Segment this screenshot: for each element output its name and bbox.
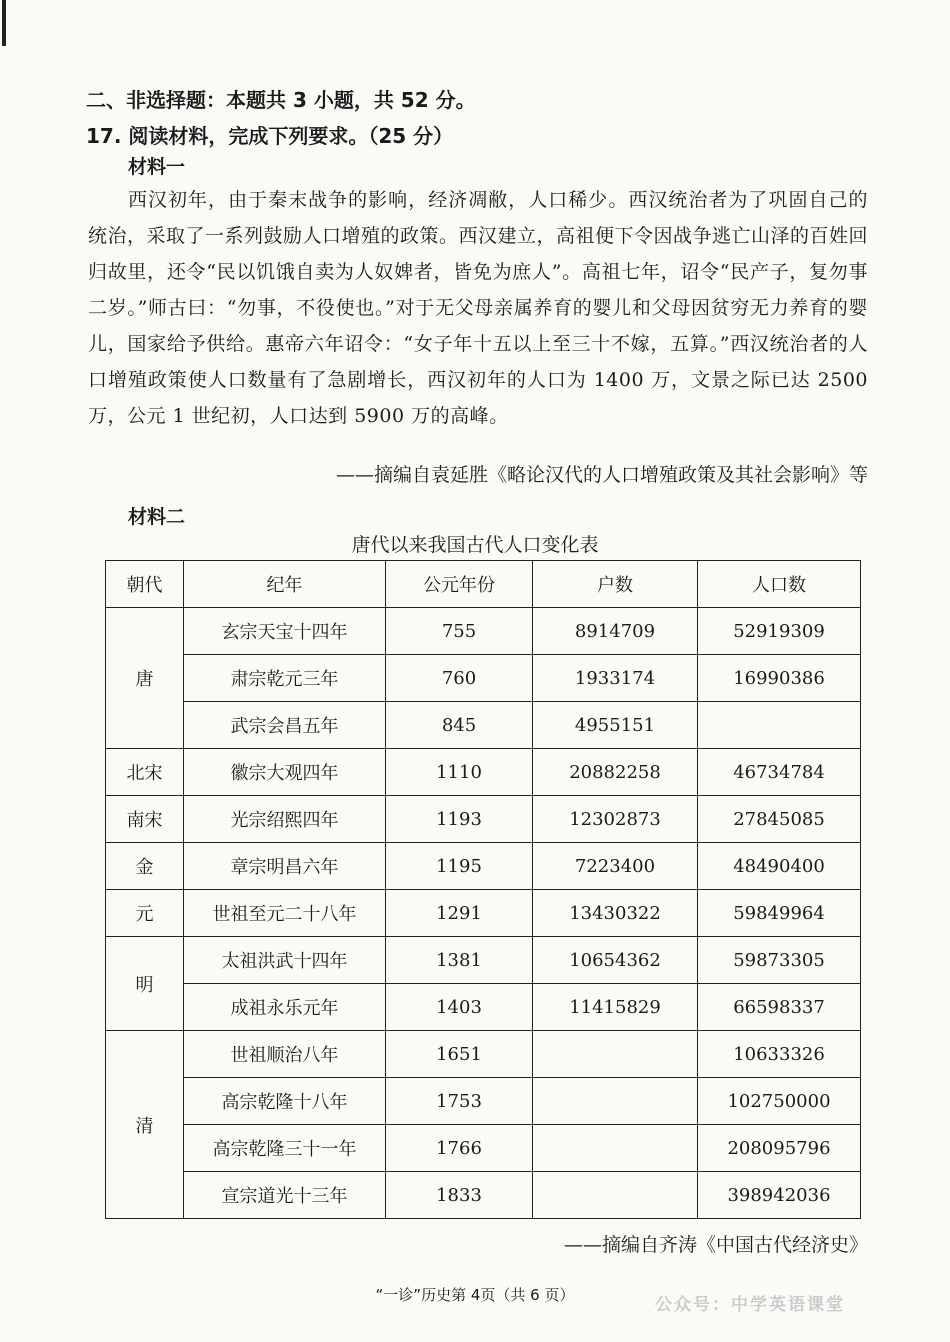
era-cell: 玄宗天宝十四年 [184, 608, 386, 655]
header-era: 纪年 [184, 561, 386, 608]
era-cell: 高宗乾隆十八年 [184, 1078, 386, 1125]
header-population: 人口数 [698, 561, 861, 608]
households-cell: 11415829 [533, 984, 698, 1031]
households-cell: 12302873 [533, 796, 698, 843]
year-cell: 1195 [386, 843, 533, 890]
year-cell: 1753 [386, 1078, 533, 1125]
year-cell: 1403 [386, 984, 533, 1031]
year-cell: 1381 [386, 937, 533, 984]
table-header-row [106, 561, 861, 608]
section-title: 二、非选择题：本题共 3 小题，共 52 分。 [86, 88, 476, 112]
year-cell: 760 [386, 655, 533, 702]
households-cell [533, 1078, 698, 1125]
population-cell: 52919309 [698, 608, 861, 655]
table-row [106, 1078, 861, 1125]
table-row [106, 1031, 861, 1078]
page-footer: “一诊”历史第 4页（共 6 页） [375, 1286, 575, 1304]
era-cell: 章宗明昌六年 [184, 843, 386, 890]
dynasty-cell: 唐 [106, 608, 184, 749]
population-cell: 27845085 [698, 796, 861, 843]
population-cell: 66598337 [698, 984, 861, 1031]
era-cell: 世祖至元二十八年 [184, 890, 386, 937]
material1-paragraph: 西汉初年，由于秦末战争的影响，经济凋敝，人口稀少。西汉统治者为了巩固自己的统治，采取了一系列鼓励人口增殖的政策。西汉建立，高祖便下令因战争逃亡山泽的百姓回归故里，还令“民以饥饿自卖为人奴婢者，皆免为庶人”。高祖七年，诏令“民产子，复勿事二岁。”师古曰：“勿事，不役使也。”对于无父母亲属养育的婴儿和父母因贫穷无力养育的婴儿，国家给予供给。惠帝六年诏令：“女子年十五以上至三十不嫁，五算。”西汉统治者的人口增殖政策使人口数量有了急剧增长，西汉初年的人口为 1400 万，文景之际已达 2500 万，公元 1 世纪初，人口达到 5900 万的高峰。 [88, 189, 869, 427]
population-cell: 46734784 [698, 749, 861, 796]
dynasty-cell: 明 [106, 937, 184, 1031]
households-cell: 20882258 [533, 749, 698, 796]
year-cell: 755 [386, 608, 533, 655]
population-cell: 59873305 [698, 937, 861, 984]
era-cell: 徽宗大观四年 [184, 749, 386, 796]
table-row [106, 749, 861, 796]
population-cell [698, 702, 861, 749]
households-cell [533, 1125, 698, 1172]
table-row [106, 796, 861, 843]
question-heading: 17. 阅读材料，完成下列要求。（25 分） [86, 124, 454, 148]
population-table [105, 560, 861, 1219]
year-cell: 845 [386, 702, 533, 749]
era-cell: 武宗会昌五年 [184, 702, 386, 749]
table-title: 唐代以来我国古代人口变化表 [351, 534, 599, 556]
material1-label: 材料一 [128, 156, 186, 178]
year-cell: 1193 [386, 796, 533, 843]
population-cell: 48490400 [698, 843, 861, 890]
table-row [106, 843, 861, 890]
watermark: 公众号：中学英语课堂 [655, 1295, 845, 1315]
era-cell: 高宗乾隆三十一年 [184, 1125, 386, 1172]
era-cell: 成祖永乐元年 [184, 984, 386, 1031]
year-cell: 1766 [386, 1125, 533, 1172]
era-cell: 太祖洪武十四年 [184, 937, 386, 984]
households-cell: 4955151 [533, 702, 698, 749]
table-row [106, 1125, 861, 1172]
dynasty-cell: 北宋 [106, 749, 184, 796]
header-dynasty: 朝代 [106, 561, 184, 608]
header-households: 户数 [533, 561, 698, 608]
dynasty-cell: 清 [106, 1031, 184, 1219]
population-cell: 59849964 [698, 890, 861, 937]
table-row [106, 937, 861, 984]
scan-edge-mark [2, 0, 6, 46]
population-cell: 398942036 [698, 1172, 861, 1219]
households-cell: 13430322 [533, 890, 698, 937]
population-cell: 16990386 [698, 655, 861, 702]
table-row [106, 702, 861, 749]
population-cell: 102750000 [698, 1078, 861, 1125]
population-cell: 10633326 [698, 1031, 861, 1078]
households-cell: 7223400 [533, 843, 698, 890]
dynasty-cell: 元 [106, 890, 184, 937]
year-cell: 1110 [386, 749, 533, 796]
year-cell: 1651 [386, 1031, 533, 1078]
material2-label: 材料二 [128, 506, 186, 528]
era-cell: 光宗绍熙四年 [184, 796, 386, 843]
population-cell: 208095796 [698, 1125, 861, 1172]
table-row [106, 608, 861, 655]
era-cell: 世祖顺治八年 [184, 1031, 386, 1078]
households-cell: 10654362 [533, 937, 698, 984]
households-cell [533, 1031, 698, 1078]
era-cell: 肃宗乾元三年 [184, 655, 386, 702]
table-row [106, 1172, 861, 1219]
year-cell: 1833 [386, 1172, 533, 1219]
material2-source: ——摘编自齐涛《中国古代经济史》 [563, 1234, 868, 1256]
era-cell: 宣宗道光十三年 [184, 1172, 386, 1219]
year-cell: 1291 [386, 890, 533, 937]
households-cell [533, 1172, 698, 1219]
table-row [106, 984, 861, 1031]
households-cell: 1933174 [533, 655, 698, 702]
table-row [106, 890, 861, 937]
households-cell: 8914709 [533, 608, 698, 655]
dynasty-cell: 金 [106, 843, 184, 890]
dynasty-cell: 南宋 [106, 796, 184, 843]
material1-source: ——摘编自袁延胜《略论汉代的人口增殖政策及其社会影响》等 [335, 464, 868, 486]
table-row [106, 655, 861, 702]
header-year: 公元年份 [386, 561, 533, 608]
